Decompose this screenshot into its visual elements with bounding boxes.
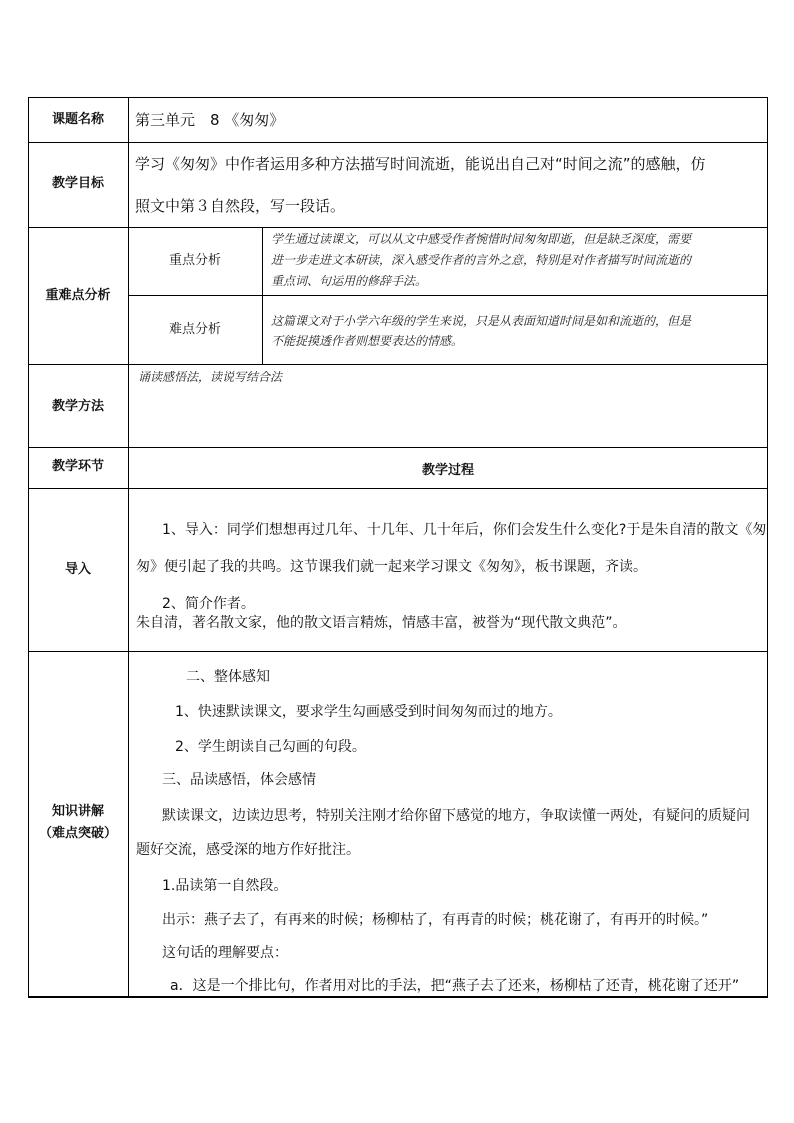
row-line	[28, 488, 768, 489]
knowledge-line-5: 默读课文，边读边思考，特别关注刚才给你留下感觉的地方，争取读懂一两处，有疑问的质疑问	[162, 808, 750, 824]
knowledge-line-10: a．这是一个排比句，作者用对比的手法，把“燕子去了还来，杨柳枯了还青，桃花谢了还开”	[170, 978, 740, 994]
knowledge-line-1: 二、整体感知	[186, 669, 270, 685]
row-line	[28, 142, 768, 143]
title-label: 课题名称	[51, 112, 104, 127]
goal-label: 教学目标	[51, 176, 104, 191]
intro-paragraph-3: 朱自清，著名散文家，他的散文语言精炼，情感丰富，被誉为“现代散文典范”。	[136, 615, 627, 631]
method-value: 诵读感悟法，读说写结合法	[138, 370, 283, 384]
analysis-label: 重难点分析	[45, 288, 111, 303]
intro-label: 导入	[64, 562, 91, 577]
goal-line-2: 照文中第３自然段，写一段话。	[135, 197, 346, 215]
row-line	[28, 996, 768, 997]
row-line	[128, 295, 768, 296]
row-line	[28, 651, 768, 652]
key-analysis-line-2: 进一步走进文本研读，深入感受作者的言外之意，特别是对作者描写时间流逝的	[271, 253, 692, 267]
knowledge-line-4: 三、品读感悟，体会感情	[162, 772, 316, 788]
knowledge-label-1: 知识讲解	[51, 804, 104, 819]
knowledge-line-8: 出示：燕子去了，有再来的时候；杨柳枯了，有再青的时候；桃花谢了，有再开的时候。”	[162, 912, 709, 928]
stage-header: 教学环节	[51, 459, 104, 474]
goal-line-1: 学习《匆匆》中作者运用多种方法描写时间流逝，能说出自己对“时间之流”的感触，仿	[135, 155, 706, 173]
key-analysis-line-1: 学生通过读课文，可以从文中感受作者惋惜时间匆匆即逝，但是缺乏深度，需要	[271, 232, 692, 246]
knowledge-line-3: 2、学生朗读自己勾画的句段。	[175, 739, 366, 755]
intro-paragraph-2: 2、简介作者。	[162, 596, 255, 612]
key-analysis-label: 重点分析	[168, 253, 221, 268]
title-value: 第三单元 8 《匆匆》	[135, 111, 285, 129]
method-label: 教学方法	[51, 399, 104, 414]
difficulty-analysis-line-1: 这篇课文对于小学六年级的学生来说，只是从表面知道时间是如和流逝的，但是	[271, 314, 692, 328]
knowledge-line-2: 1、快速默读课文，要求学生勾画感受到时间匆匆而过的地方。	[175, 704, 562, 720]
knowledge-line-7: 1.品读第一自然段。	[162, 878, 288, 894]
knowledge-label-2: （难点突破）	[38, 826, 117, 841]
intro-paragraph-1-line-1: 1、导入：同学们想想再过几年、十几年、几十年后，你们会发生什么变化?于是朱自清的散文《匆	[162, 522, 767, 538]
row-line	[28, 227, 768, 228]
knowledge-line-9: 这句话的理解要点：	[162, 945, 288, 961]
process-header: 教学过程	[421, 463, 474, 478]
difficulty-analysis-label: 难点分析	[168, 322, 221, 337]
row-line	[28, 447, 768, 448]
knowledge-line-6: 题好交流，感受深的地方作好批注。	[136, 842, 360, 858]
column-divider	[128, 97, 129, 997]
row-line	[28, 364, 768, 365]
key-analysis-line-3: 重点词、句运用的修辞手法。	[271, 274, 428, 288]
intro-paragraph-1-line-2: 匆》便引起了我的共鸣。这节课我们就一起来学习课文《匆匆》，板书课题，齐读。	[136, 559, 647, 575]
difficulty-analysis-line-2: 不能捉摸透作者则想要表达的情感。	[271, 334, 464, 348]
